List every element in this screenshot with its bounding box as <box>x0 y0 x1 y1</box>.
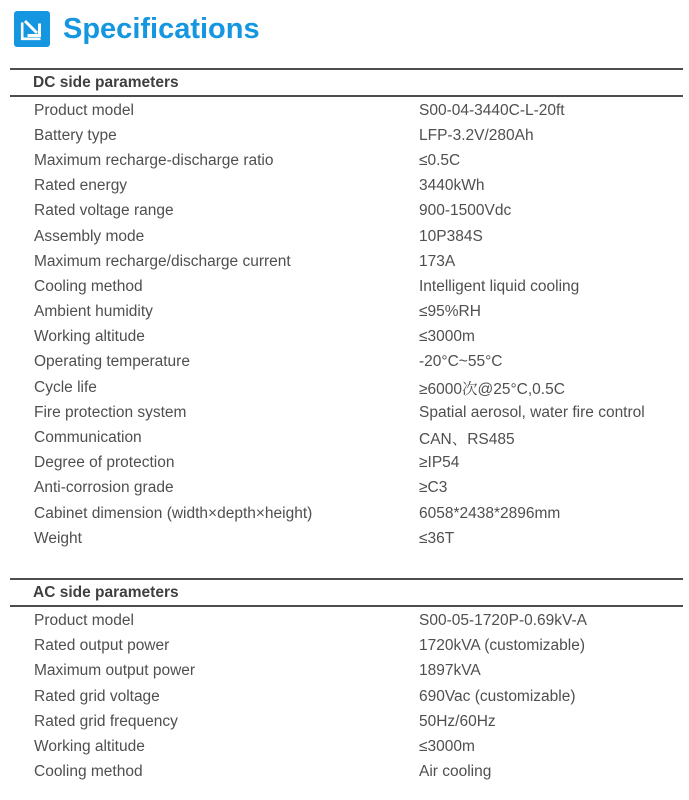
spec-row <box>10 400 683 425</box>
spec-row <box>10 300 683 325</box>
spec-row <box>10 709 683 734</box>
spec-label: Maximum output power <box>34 662 196 680</box>
spec-value: 1897kVA <box>419 662 481 680</box>
spec-value: Spatial aerosol, water fire control <box>419 403 645 421</box>
spec-label: Product model <box>34 101 134 119</box>
spec-value: ≤0.5C <box>419 151 461 169</box>
spec-tables <box>10 68 683 785</box>
spec-value: ≤95%RH <box>419 303 481 321</box>
spec-row <box>10 634 683 659</box>
spec-value: 3440kWh <box>419 177 485 195</box>
page-title: Specifications <box>63 13 260 45</box>
spec-value: 10P384S <box>419 227 483 245</box>
spec-label: Rated energy <box>34 177 128 195</box>
spec-row <box>10 760 683 785</box>
spec-section <box>10 578 683 784</box>
spec-label: Degree of protection <box>34 454 175 472</box>
spec-value: 50Hz/60Hz <box>419 712 496 730</box>
spec-label: Product model <box>34 611 134 629</box>
spec-label: Cycle life <box>34 378 97 396</box>
spec-value: ≤36T <box>419 529 455 547</box>
spec-row <box>10 684 683 709</box>
spec-value: ≥IP54 <box>419 454 460 472</box>
section-title: DC side parameters <box>33 74 179 91</box>
spec-row <box>10 325 683 350</box>
spec-row <box>10 375 683 400</box>
spec-label: Rated grid frequency <box>34 712 178 730</box>
spec-row <box>10 174 683 199</box>
spec-row <box>10 734 683 759</box>
spec-row <box>10 659 683 684</box>
spec-label: Fire protection system <box>34 403 187 421</box>
spec-row <box>10 274 683 299</box>
spec-label: Communication <box>34 429 142 447</box>
spec-label: Maximum recharge-discharge ratio <box>34 151 274 169</box>
spec-value: ≥C3 <box>419 479 448 497</box>
spec-row <box>10 501 683 526</box>
spec-value: LFP-3.2V/280Ah <box>419 126 534 144</box>
spec-value: CAN、RS485 <box>419 431 515 449</box>
spec-row <box>10 350 683 375</box>
spec-label: Rated voltage range <box>34 202 174 220</box>
spec-row <box>10 526 683 551</box>
spec-value: ≤3000m <box>419 328 475 346</box>
spec-row <box>10 249 683 274</box>
spec-row <box>10 148 683 173</box>
spec-value: S00-04-3440C-L-20ft <box>419 101 565 119</box>
spec-label: Working altitude <box>34 737 145 755</box>
spec-label: Rated grid voltage <box>34 687 160 705</box>
spec-value: 1720kVA (customizable) <box>419 637 585 655</box>
spec-row <box>10 123 683 148</box>
spec-label: Cabinet dimension (width×depth×height) <box>34 504 313 522</box>
spec-value: S00-05-1720P-0.69kV-A <box>419 611 588 629</box>
spec-value: Air cooling <box>419 763 492 781</box>
spec-label: Cooling method <box>34 763 143 781</box>
spec-section <box>10 68 683 551</box>
spec-label: Rated output power <box>34 637 170 655</box>
spec-label: Assembly mode <box>34 227 145 245</box>
spec-row <box>10 98 683 123</box>
spec-value: -20°C~55°C <box>419 353 503 371</box>
page-header <box>0 0 689 47</box>
spec-value: 173A <box>419 252 456 270</box>
spec-label: Working altitude <box>34 328 145 346</box>
section-rows <box>10 97 683 551</box>
spec-value: ≤3000m <box>419 737 475 755</box>
section-rows <box>10 607 683 784</box>
section-header <box>10 68 683 97</box>
spec-value: 6058*2438*2896mm <box>419 504 561 522</box>
spec-row <box>10 476 683 501</box>
spec-value: Intelligent liquid cooling <box>419 277 580 295</box>
spec-label: Weight <box>34 529 82 547</box>
spec-label: Operating temperature <box>34 353 190 371</box>
spec-row <box>10 451 683 476</box>
spec-row <box>10 199 683 224</box>
spec-label: Cooling method <box>34 277 143 295</box>
spec-row <box>10 608 683 633</box>
spec-row <box>10 425 683 450</box>
spec-value: 900-1500Vdc <box>419 202 512 220</box>
section-header <box>10 578 683 607</box>
spec-value: ≥6000次@25°C,0.5C <box>419 380 565 398</box>
spec-value: 690Vac (customizable) <box>419 687 576 705</box>
spec-label: Anti-corrosion grade <box>34 479 174 497</box>
section-title: AC side parameters <box>33 584 179 602</box>
spec-label: Maximum recharge/discharge current <box>34 252 291 270</box>
spec-row <box>10 224 683 249</box>
spec-label: Battery type <box>34 126 117 144</box>
spec-label: Ambient humidity <box>34 303 153 321</box>
corner-arrow-icon <box>14 11 50 47</box>
